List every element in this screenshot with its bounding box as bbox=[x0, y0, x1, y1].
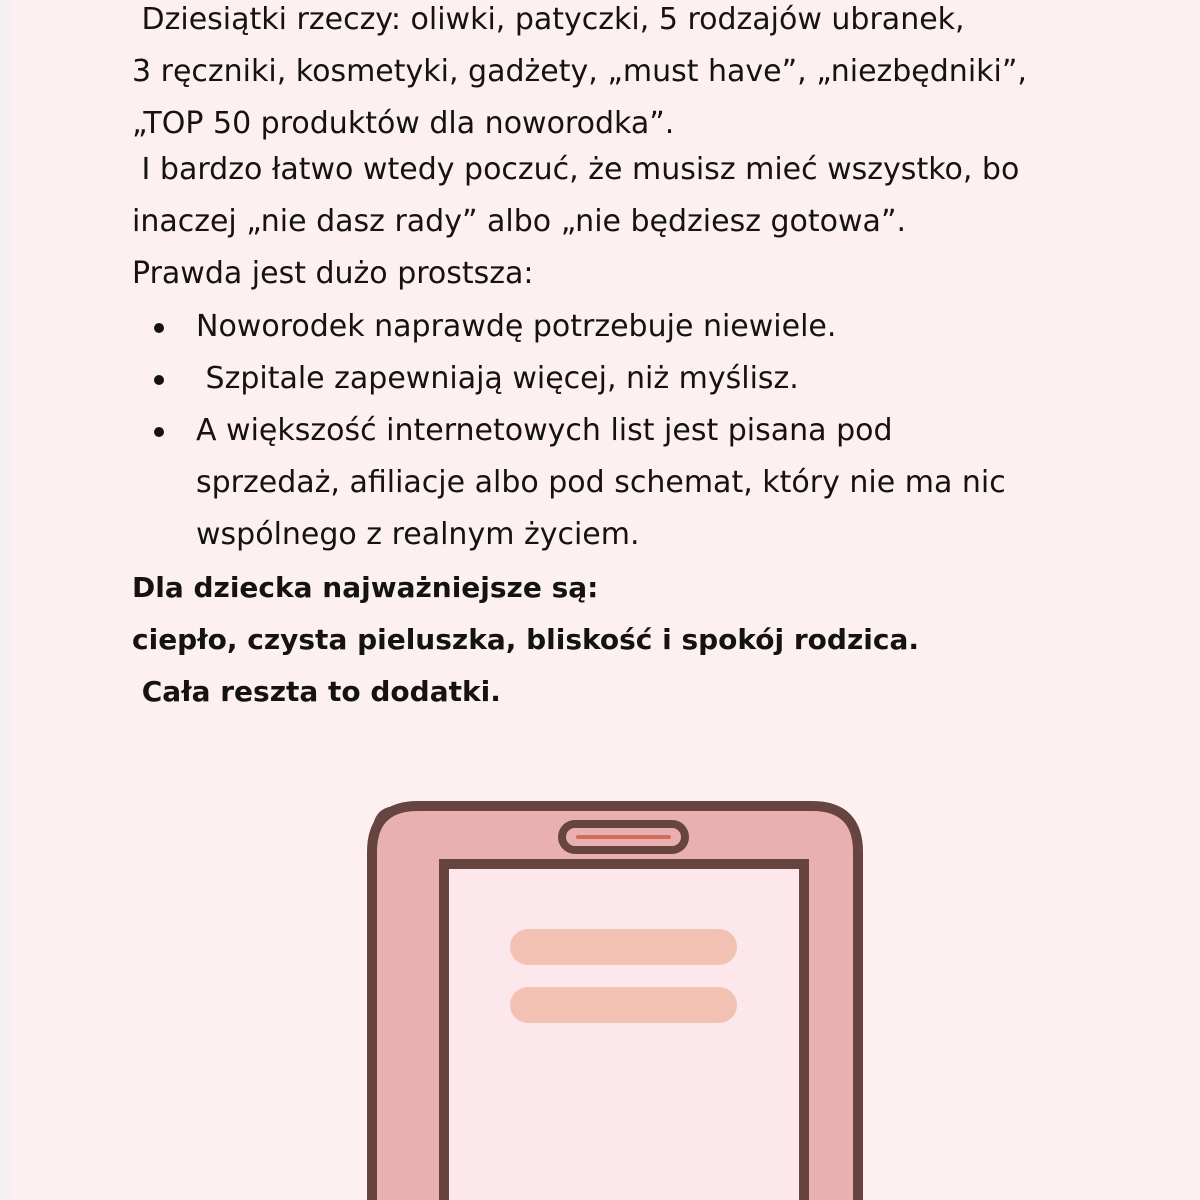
conclusion-line-1: Dla dziecka najważniejsze są: bbox=[132, 571, 599, 604]
bullet-3-line-3: wspólnego z realnym życiem. bbox=[196, 517, 640, 552]
conclusion-line-2: ciepło, czysta pieluszka, bliskość i spokój rodzica. bbox=[132, 623, 919, 656]
truth-heading: Prawda jest dużo prostsza: bbox=[132, 256, 534, 291]
intro-line-3: „TOP 50 produktów dla noworodka”. bbox=[132, 106, 675, 141]
phone-content-bar-1 bbox=[510, 929, 737, 965]
phone-icon bbox=[12, 0, 1200, 1200]
bullet-1-line-1: Noworodek naprawdę potrzebuje niewiele. bbox=[196, 309, 837, 344]
intro-line-1: Dziesiątki rzeczy: oliwki, patyczki, 5 rodzajów ubranek, bbox=[132, 2, 965, 37]
bullet-3-line-1: A większość internetowych list jest pisana pod bbox=[196, 413, 893, 448]
document-page bbox=[12, 0, 1200, 1200]
phone-screen bbox=[444, 864, 804, 1200]
pressure-line-1: I bardzo łatwo wtedy poczuć, że musisz mieć wszystko, bo bbox=[132, 152, 1020, 187]
pressure-line-2: inaczej „nie dasz rady” albo „nie będziesz gotowa”. bbox=[132, 204, 907, 239]
phone-content-bar-2 bbox=[510, 987, 737, 1023]
bullet-2-line-1: Szpitale zapewniają więcej, niż myślisz. bbox=[196, 361, 799, 396]
intro-line-2: 3 ręczniki, kosmetyki, gadżety, „must have”, „niezbędniki”, bbox=[132, 54, 1027, 89]
conclusion-line-3: Cała reszta to dodatki. bbox=[132, 675, 501, 708]
bullet-3-line-2: sprzedaż, afiliacje albo pod schemat, który nie ma nic bbox=[196, 465, 1006, 500]
